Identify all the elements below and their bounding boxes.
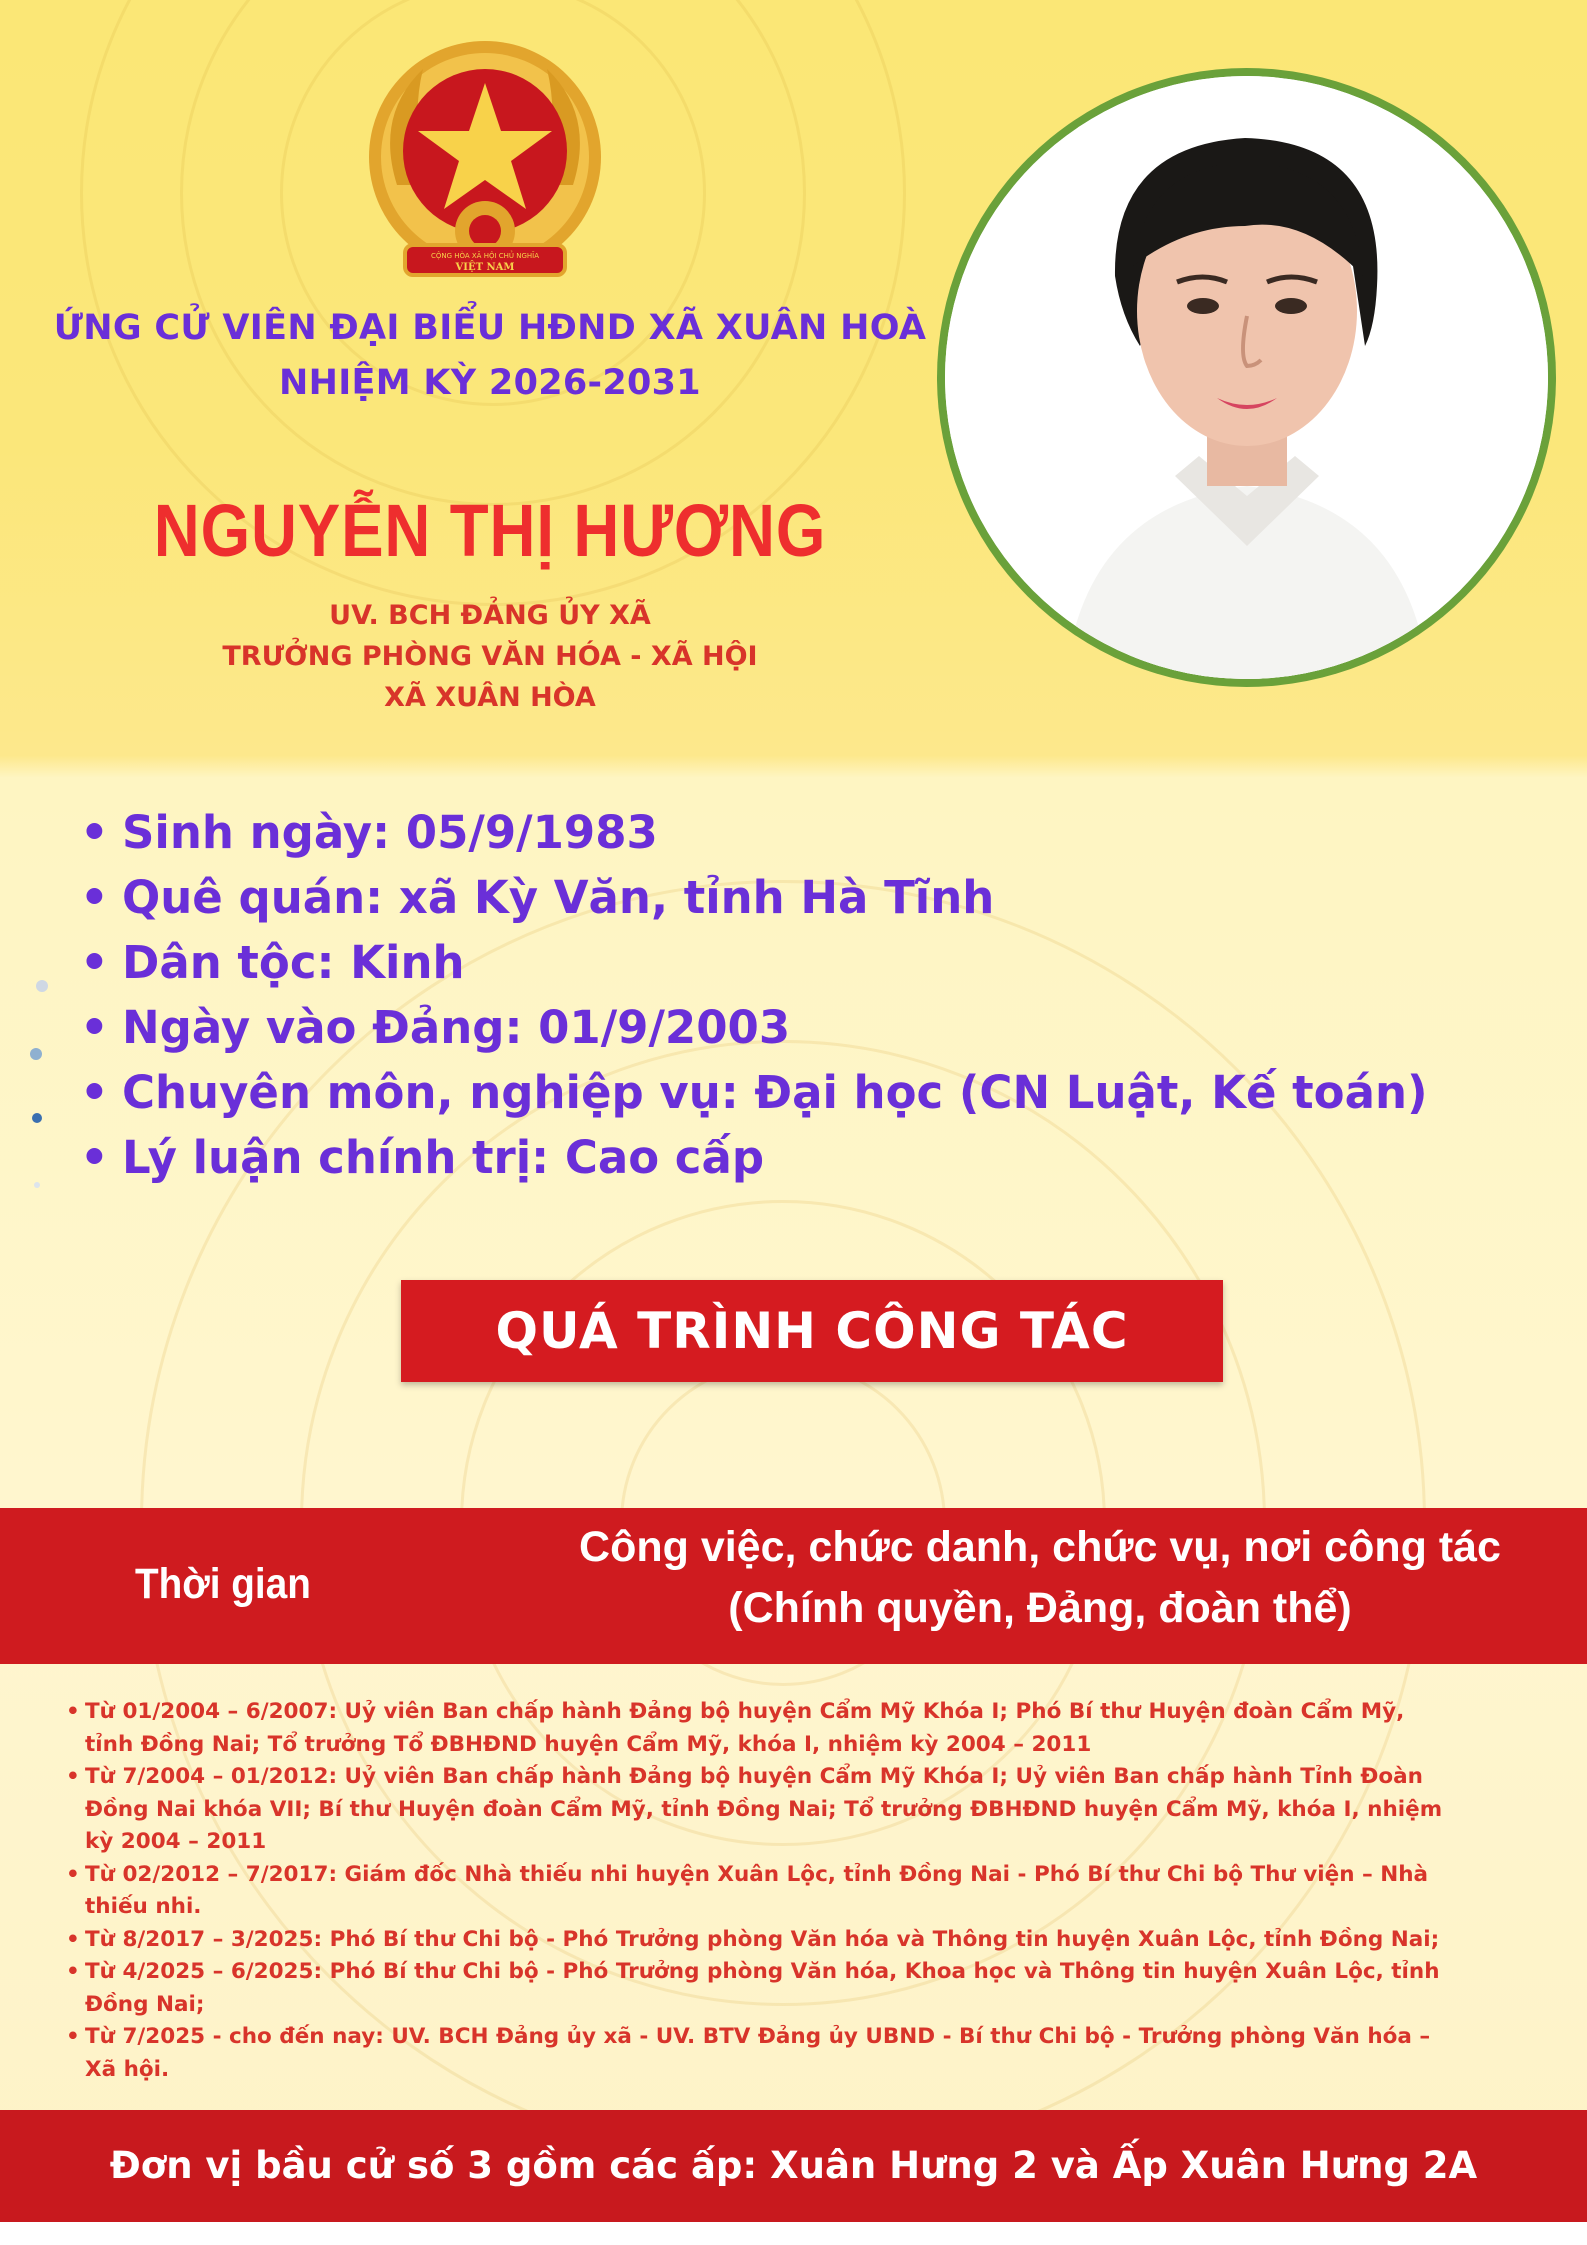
bullet-icon: •: [66, 1764, 80, 1789]
candidate-photo: [945, 76, 1548, 679]
bullet-icon: •: [80, 806, 109, 859]
candidate-name: NGUYỄN THỊ HƯƠNG: [153, 489, 827, 572]
bullet-icon: •: [80, 936, 109, 989]
career-item-text: Từ 02/2012 – 7/2017: Giám đốc Nhà thiếu nhi huyện Xuân Lộc, tỉnh Đồng Nai - Phó Bí thư Chi bộ Thư viện – Nhà thiếu nhi.: [85, 1861, 1429, 1919]
bullet-icon: •: [66, 1699, 80, 1724]
position-line-1: UV. BCH ĐẢNG ỦY XÃ: [329, 600, 651, 631]
column-header-work-sub: (Chính quyền, Đảng, đoàn thể): [728, 1584, 1352, 1632]
emblem-top-text: CỘNG HÒA XÃ HỘI CHỦ NGHĨA: [430, 252, 540, 260]
bullet-icon: •: [66, 1926, 80, 1952]
column-header-time: Thời gian: [135, 1560, 311, 1608]
decorative-dot: [36, 980, 48, 992]
poster-heading: ỨNG CỬ VIÊN ĐẠI BIỂU HĐND XÃ XUÂN HOÀ: [53, 308, 927, 348]
national-emblem-icon: [357, 35, 613, 291]
info-item: [80, 865, 1428, 930]
term-heading: NHIỆM KỲ 2026-2031: [279, 363, 701, 403]
section-title: QUÁ TRÌNH CÔNG TÁC: [401, 1280, 1223, 1382]
decorative-dot: [34, 1182, 40, 1188]
info-item: [80, 1125, 1428, 1190]
career-item: [66, 1761, 1446, 1859]
info-item: [80, 1060, 1428, 1125]
bullet-icon: •: [80, 1001, 109, 1054]
bullet-icon: •: [80, 1066, 109, 1119]
career-item: [66, 1956, 1446, 2021]
emblem-bottom-text: VIỆT NAM: [455, 262, 515, 273]
career-item: [66, 2021, 1446, 2086]
info-hometown: Quê quán: xã Kỳ Văn, tỉnh Hà Tĩnh: [122, 871, 995, 924]
career-item: [66, 1859, 1446, 1924]
position-line-2: TRƯỞNG PHÒNG VĂN HÓA - XÃ HỘI: [222, 641, 758, 672]
bullet-icon: •: [80, 1131, 109, 1184]
column-header-work: Công việc, chức danh, chức vụ, nơi công tác: [579, 1523, 1501, 1571]
bullet-icon: •: [80, 871, 109, 924]
info-birth-date: Sinh ngày: 05/9/1983: [122, 806, 658, 859]
career-item-text: Từ 8/2017 – 3/2025: Phó Bí thư Chi bộ - Phó Trưởng phòng Văn hóa và Thông tin huyện Xuân Lộc, tỉnh Đồng Nai;: [85, 1926, 1440, 1952]
info-item: [80, 800, 1428, 865]
career-history-list: [66, 1696, 1446, 2086]
decorative-dot: [32, 1113, 42, 1123]
career-item-text: Từ 4/2025 – 6/2025: Phó Bí thư Chi bộ - Phó Trưởng phòng Văn hóa, Khoa học và Thông tin huyện Xuân Lộc, tỉnh Đồng Nai;: [85, 1959, 1440, 2017]
career-item-text: Từ 7/2004 – 01/2012: Uỷ viên Ban chấp hành Đảng bộ huyện Cẩm Mỹ Khóa I; Uỷ viên Ban chấp hành Tỉnh Đoàn Đồng Nai khóa VII; Bí thư Huyện đoàn Cẩm Mỹ, tỉnh Đồng Nai; Tổ trưởng ĐBHĐND huyện Cẩm Mỹ, khóa I, nhiệm kỳ 2004 – 2011: [85, 1764, 1443, 1854]
career-item: [66, 1924, 1446, 1957]
career-item-text: Từ 7/2025 - cho đến nay: UV. BCH Đảng ủy xã - UV. BTV Đảng ủy UBND - Bí thư Chi bộ - Trưởng phòng Văn hóa – Xã hội.: [85, 2024, 1431, 2082]
position-line-3: XÃ XUÂN HÒA: [384, 682, 596, 713]
portrait-illustration: [945, 76, 1548, 679]
career-table-header: [0, 1508, 1587, 1664]
info-ethnicity: Dân tộc: Kinh: [122, 936, 465, 989]
personal-info-list: [80, 800, 1428, 1190]
candidate-photo-frame: [937, 68, 1556, 687]
info-item: [80, 995, 1428, 1060]
electoral-unit-footer: Đơn vị bầu cử số 3 gồm các ấp: Xuân Hưng 2 và Ấp Xuân Hưng 2A: [0, 2110, 1587, 2222]
bullet-icon: •: [66, 1861, 80, 1887]
career-item-text: Từ 01/2004 – 6/2007: Uỷ viên Ban chấp hành Đảng bộ huyện Cẩm Mỹ Khóa I; Phó Bí thư Huyện đoàn Cẩm Mỹ, tỉnh Đồng Nai; Tổ trưởng Tổ ĐBHĐND huyện Cẩm Mỹ, khóa I, nhiệm kỳ 2004 – 2011: [85, 1699, 1405, 1757]
info-party-date: Ngày vào Đảng: 01/9/2003: [122, 1001, 791, 1054]
bullet-icon: •: [66, 1959, 80, 1984]
info-item: [80, 930, 1428, 995]
info-political-theory: Lý luận chính trị: Cao cấp: [122, 1131, 765, 1184]
info-qualification: Chuyên môn, nghiệp vụ: Đại học (CN Luật, Kế toán): [122, 1066, 1428, 1119]
decorative-dot: [30, 1048, 42, 1060]
career-item: [66, 1696, 1446, 1761]
bullet-icon: •: [66, 2024, 80, 2049]
